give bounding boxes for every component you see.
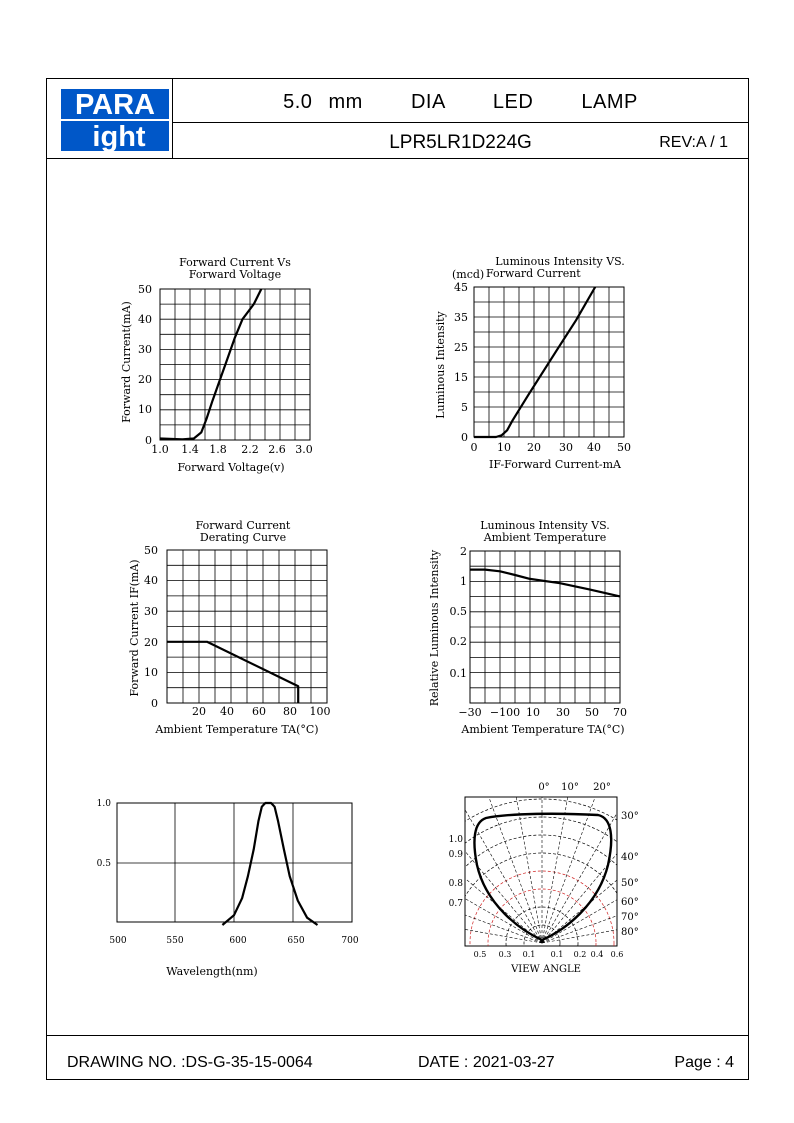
logo-bottom-text: ight (92, 121, 146, 153)
spectrum-curve (222, 803, 317, 925)
vf-y-tick-label: 10 (138, 403, 152, 416)
iv-ta-x-tick-label: −100 (489, 706, 521, 719)
polar-scale-label: 0.1 (522, 950, 536, 959)
iv-if-x-tick-label: 20 (527, 441, 541, 454)
vf-x-tick-label: 3.0 (295, 443, 313, 456)
polar-scale-label: 0.4 (590, 950, 604, 959)
logo-top-text: PARA (74, 89, 156, 121)
vf-x-tick-label: 2.6 (268, 443, 286, 456)
iv-ta-x-tick-label: 50 (585, 706, 599, 719)
iv-if-y-tick-label: 25 (454, 341, 468, 354)
polar-scale-label: 0.7 (448, 899, 463, 909)
polar-angle-label: 50° (621, 878, 639, 889)
iv-if-y-tick-label: 45 (454, 281, 468, 294)
iv-ta-y-tick-label: 1 (460, 575, 467, 588)
derating-y-tick-label: 50 (144, 544, 158, 557)
polar-scale-label: 1.0 (448, 835, 463, 845)
iv-if-unit-label: (mcd) (452, 268, 485, 281)
derating-x-tick-label: 80 (283, 705, 297, 718)
polar-radial-line (542, 908, 739, 943)
vf-y-tick-label: 30 (138, 343, 152, 356)
iv-if-y-tick-label: 15 (454, 371, 468, 384)
derating-x-axis-label: Ambient Temperature TA(°C) (155, 723, 319, 736)
iv-if-y-tick-label: 0 (461, 431, 468, 444)
iv-ta-y-tick-label: 0.2 (449, 635, 467, 648)
iv-ta-chart-title: Ambient Temperature (483, 531, 607, 544)
iv-ta-x-tick-label: 10 (526, 706, 540, 719)
vf-chart-title: Forward Voltage (188, 268, 282, 281)
polar-angle-label: 60° (621, 897, 639, 908)
polar-angle-label: 10° (561, 782, 579, 793)
iv-if-x-tick-label: 50 (617, 441, 631, 454)
polar-radial-line (542, 746, 577, 943)
spectrum-x-tick-label: 550 (166, 936, 184, 946)
vf-y-tick-label: 20 (138, 373, 152, 386)
iv-ta-y-tick-label: 0.5 (449, 605, 467, 618)
derating-x-tick-label: 40 (220, 705, 234, 718)
vf-y-axis-label: Forward Current(mA) (120, 301, 133, 423)
iv-ta-x-tick-label: 30 (556, 706, 570, 719)
polar-radial-line (474, 755, 542, 943)
derating-y-tick-label: 40 (144, 574, 158, 587)
spectrum-x-tick-label: 650 (287, 936, 305, 946)
iv-if-y-tick-label: 5 (461, 401, 468, 414)
polar-angle-label: 20° (593, 782, 611, 793)
iv-if-y-tick-label: 35 (454, 311, 468, 324)
page-title: 5.0 mm DIA LED LAMP (283, 91, 638, 113)
derating-y-tick-label: 0 (151, 697, 158, 710)
drawing-number: DRAWING NO. :DS-G-35-15-0064 (67, 1054, 313, 1071)
vf-x-tick-label: 1.4 (181, 443, 199, 456)
iv-ta-y-tick-label: 0.1 (449, 667, 467, 680)
polar-scale-label: 0.1 (550, 950, 564, 959)
vf-x-axis-label: Forward Voltage(v) (177, 461, 285, 474)
iv-ta-chart-title: Luminous Intensity VS. (480, 519, 610, 532)
spectrum-x-tick-label: 700 (341, 936, 359, 946)
polar-radial-line (345, 908, 542, 943)
polar-angle-label: 40° (621, 852, 639, 863)
spectrum-x-tick-label: 600 (229, 936, 247, 946)
polar-radial-line (542, 814, 695, 943)
spectrum-x-axis-label: Wavelength(nm) (166, 965, 258, 978)
polar-angle-label: 80° (621, 927, 639, 938)
drawing-date: DATE : 2021-03-27 (418, 1054, 555, 1071)
revision-label: REV:A / 1 (659, 134, 728, 151)
iv-ta-x-tick-label: 70 (613, 706, 627, 719)
iv-if-y-axis-label: Luminous Intensity (434, 311, 447, 419)
derating-y-tick-label: 20 (144, 636, 158, 649)
polar-angle-label: 70° (621, 912, 639, 923)
iv-if-x-axis-label: IF-Forward Current-mA (488, 458, 622, 471)
vf-x-tick-label: 2.2 (241, 443, 259, 456)
radiation-pattern-curve (474, 814, 611, 940)
polar-x-axis-label: VIEW ANGLE (511, 964, 581, 975)
vf-chart-title: Forward Current Vs (179, 256, 291, 269)
polar-scale-label: 0.6 (610, 950, 624, 959)
polar-scale-label: 0.2 (573, 950, 587, 959)
iv-ta-y-tick-label: 2 (460, 545, 467, 558)
iv-if-chart-title: Luminous Intensity VS. (495, 255, 625, 268)
part-number: LPR5LR1D224G (389, 132, 532, 153)
polar-scale-label: 0.8 (448, 879, 463, 889)
polar-radial-line (507, 746, 542, 943)
polar-scale-label: 0.9 (448, 850, 463, 860)
derating-chart-title: Forward Current (195, 519, 291, 532)
derating-y-axis-label: Forward Current IF(mA) (128, 559, 141, 697)
spectrum-plot-frame (117, 803, 352, 922)
derating-y-tick-label: 30 (144, 605, 158, 618)
iv-if-chart-title: Forward Current (486, 267, 581, 280)
vf-y-tick-label: 0 (145, 434, 152, 447)
vf-x-tick-label: 1.8 (209, 443, 227, 456)
iv-ta-x-axis-label: Ambient Temperature TA(°C) (461, 723, 625, 736)
vf-y-tick-label: 50 (138, 283, 152, 296)
iv-if-x-tick-label: 10 (497, 441, 511, 454)
derating-y-tick-label: 10 (144, 666, 158, 679)
iv-if-x-tick-label: 30 (559, 441, 573, 454)
derating-chart-title: Derating Curve (199, 531, 287, 544)
derating-x-tick-label: 20 (192, 705, 206, 718)
spectrum-x-tick-label: 500 (109, 936, 127, 946)
polar-angle-label: 30° (621, 811, 639, 822)
polar-grid-group (345, 743, 739, 1087)
derating-x-tick-label: 60 (252, 705, 266, 718)
spectrum-y-tick-label: 1.0 (96, 799, 111, 809)
iv-ta-y-axis-label: Relative Luminous Intensity (428, 549, 441, 707)
page-number: Page : 4 (674, 1054, 734, 1071)
vf-y-tick-label: 40 (138, 313, 152, 326)
derating-x-tick-label: 100 (309, 705, 331, 718)
iv-if-x-tick-label: 40 (587, 441, 601, 454)
polar-angle-label: 0° (538, 782, 550, 793)
polar-scale-label: 0.5 (473, 950, 487, 959)
iv-if-x-tick-label: 0 (470, 441, 478, 454)
spectrum-y-tick-label: 0.5 (96, 859, 111, 869)
polar-scale-label: 0.3 (498, 950, 512, 959)
vf-x-tick-label: 1.0 (151, 443, 169, 456)
iv-ta-x-tick-label: −30 (458, 706, 482, 719)
